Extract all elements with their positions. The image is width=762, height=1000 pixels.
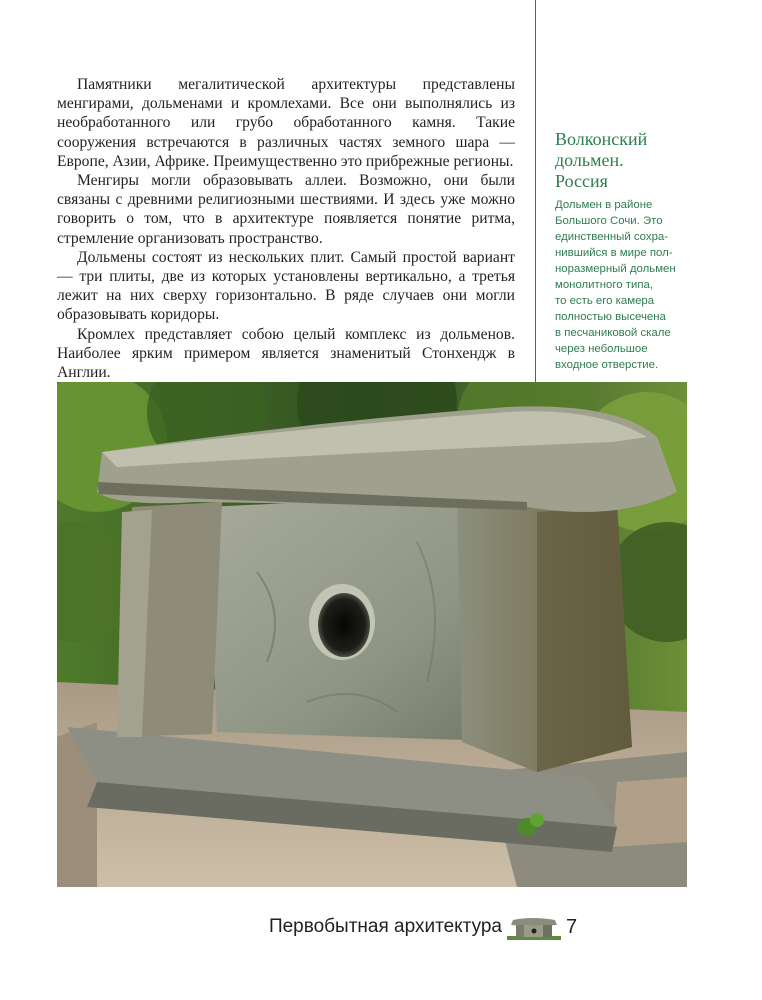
page-footer — [0, 915, 762, 941]
caption-line: Большого Сочи. Это — [555, 215, 663, 227]
caption-line: входное отверстие. — [555, 359, 659, 371]
paragraph-4: Кромлех представляет собою целый комплекс из дольменов. Наиболее ярким примером является знаменитый Стонхендж в Англии. — [57, 325, 515, 382]
page-number: 7 — [566, 916, 578, 938]
footer-title: Первобытная архитектура — [268, 916, 502, 937]
dolmen-icon — [507, 916, 561, 945]
main-text — [57, 75, 515, 382]
caption-line: то есть его камера — [555, 295, 655, 307]
caption-line: полностью высечена — [555, 311, 666, 323]
paragraph-3: Дольмены состоят из нескольких плит. Самый простой вариант — три плиты, две из которых установлены вертикально, а третья лежит на них сверху горизонтально. В ряде случаев они могли образовывать коридоры. — [57, 248, 515, 324]
caption-line: в песчаниковой скале — [555, 327, 671, 339]
caption-line: Дольмен в районе — [555, 199, 653, 211]
dolmen-photo — [57, 382, 687, 887]
caption-line: единственный сохра- — [555, 231, 669, 243]
caption-line: нившийся в мире пол- — [555, 247, 673, 259]
caption-title-line: Волконский — [555, 129, 648, 149]
caption-title-line: дольмен. — [555, 150, 624, 170]
caption-line: через небольшое — [555, 343, 648, 355]
paragraph-1: Памятники мегалитической архитектуры представлены менгирами, дольменами и кромлехами. Все они выполнялись из необработанного или грубо обработанного камня. Такие сооружения встречаются в различных частях земного шара — Европе, Азии, Африке. Преимущественно это прибрежные регионы. — [57, 76, 515, 170]
paragraph-2: Менгиры могли образовывать аллеи. Возможно, они были связаны с древними религиозными шествиями. И здесь уже можно говорить о том, что в архитектуре появляется понятие ритма, стремление организовать пространство. — [57, 172, 515, 247]
caption-line: монолитного типа, — [555, 279, 654, 291]
caption-title — [555, 129, 735, 192]
sidebar-divider — [535, 0, 536, 382]
caption-line: норазмерный дольмен — [555, 263, 676, 275]
caption-title-line: Россия — [555, 171, 608, 191]
caption-body — [555, 197, 687, 373]
